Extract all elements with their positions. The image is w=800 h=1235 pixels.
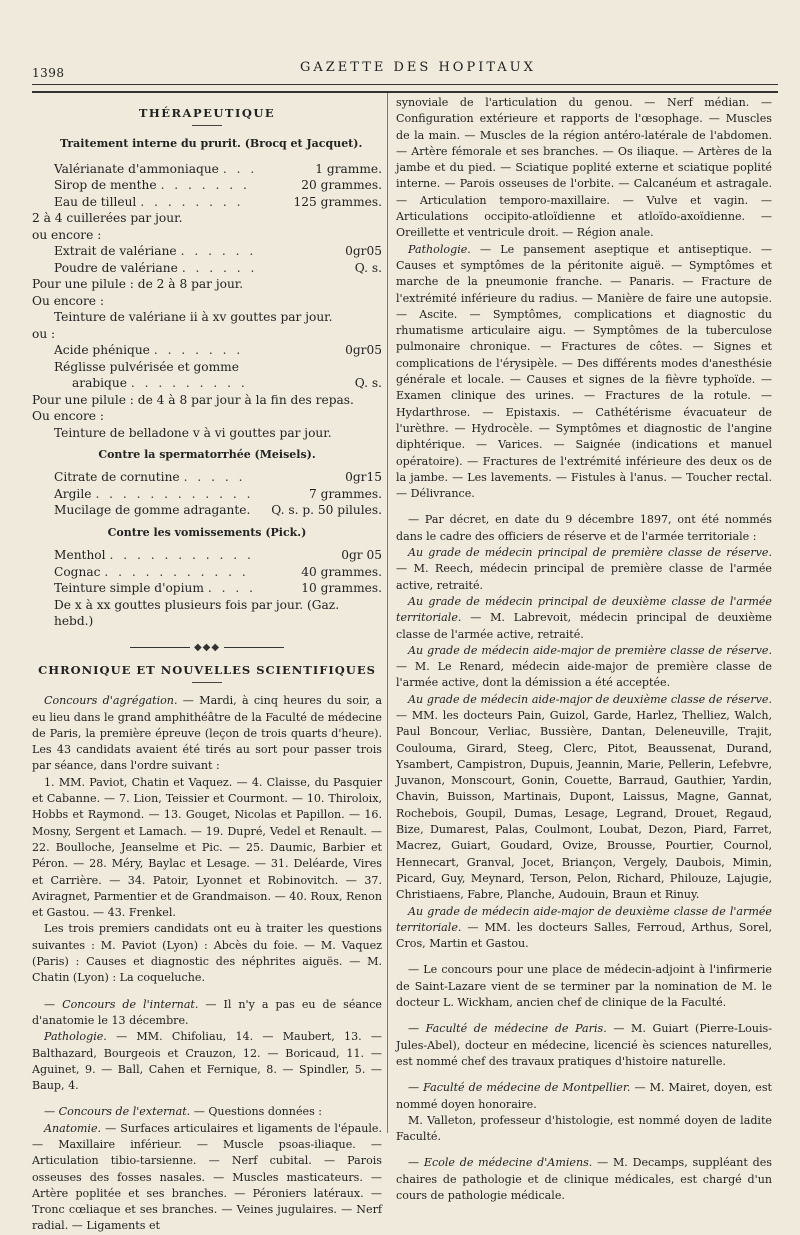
- rx-line: Argile . . . . . . . . . . . . 7 grammes.: [54, 486, 382, 501]
- rx-line: Citrate de cornutine . . . . . 0gr15: [54, 470, 382, 485]
- paragraph: — Le concours pour une place de médecin-adjoint à l'infirmerie de Saint-Lazare vient de se terminer par la nomination de M. le docteur L. Wickham, ancien chef de clinique de la Faculté.: [396, 963, 772, 1010]
- paragraph: — Ecole de médecine d'Amiens. — M. Decamps, suppléant des chaires de pathologie et de clinique médicales, est chargé d'un cours de pathologie médicale.: [396, 1156, 772, 1202]
- paragraph: Concours d'agrégation. — Mardi, à cinq heures du soir, a eu lieu dans le grand amphithéâtre de la Faculté de médecine de Paris, la première épreuve (leçon de trois quarts d'heure). Les 43 candidats avaient été tirés au sort pour passer trois par séance, dans l'ordre suivant :: [32, 694, 383, 773]
- rx-text-line: Teinture de belladone v à vi gouttes par jour.: [54, 425, 332, 440]
- short-rule: [192, 125, 222, 126]
- short-rule: [192, 682, 222, 683]
- paragraph: — Concours de l'internat. — Il n'y a pas eu de séance d'anatomie le 13 décembre.: [32, 997, 382, 1027]
- therapeutique-heading: THÉRAPEUTIQUE: [138, 106, 276, 120]
- paragraph: — Faculté de médecine de Montpellier. — M. Mairet, doyen, est nommé doyen honoraire.: [396, 1081, 772, 1111]
- paragraph: — Par décret, en date du 9 décembre 1897, ont été nommés dans le cadre des officiers de réserve et de l'armée territoriale :: [396, 513, 772, 543]
- paragraph: — Faculté de médecine de Paris. — M. Guiart (Pierre-Louis-Jules-Abel), docteur en médecine, licencié ès sciences naturelles, est nommé chef des travaux pratiques d'histoire naturelle.: [396, 1022, 772, 1068]
- paragraph: Au grade de médecin aide-major de première classe de réserve. — M. Le Renard, médecin aide-major de première classe de l'armée active, dont la démission a été acceptée.: [396, 643, 772, 690]
- paragraph: Pathologie. — Le pansement aseptique et antiseptique. — Causes et symptômes de la péritonite aiguë. — Symptômes et marche de la pneumonie franche. — Panaris. — Fracture de l'extrémité inférieure du radius. — Manière de faire une autopsie. — Ascite. — Symptômes, complications et diagnostic du rhumatisme articulaire aigu. — Symptômes de la tuberculose pulmonaire chronique. — Fractures de côtes. — Signes et complications de l'érysipèle. — Des différents modes d'anesthésie générale et locale. — Causes et signes de la fièvre typhoïde. — Examen clinique des urines. — Fractures de la rotule. — Hydarthrose. — Epistaxis. — Cathétérisme évacuateur de l'urèthre. — Hydrocèle. — Symptômes et diagnostic de l'angine diphtérique. — Varices. — Saignée (indications et manuel opératoire). — Fractures de l'extrémité inférieure des deux os de la jambe. — Les lavements. — Fistules à l'anus. — Toucher rectal. — Délivrance.: [396, 242, 772, 501]
- rx-text-line: Réglisse pulvérisée et gomme: [54, 359, 239, 374]
- ou-encore: Ou encore :: [32, 293, 104, 308]
- paragraph: Pathologie. — MM. Chifoliau, 14. — Maubert, 13. — Balthazard, Bourgeois et Crauzon, 12. — Boricaud, 11. — Aguinet, 9. — Ball, Cahen et Fernique, 8. — Spindler, 5. — Baup, 4.: [32, 1030, 382, 1093]
- paragraph: Les trois premiers candidats ont eu à traiter les questions suivantes : M. Paviot (Lyon) : Abcès du foie. — M. Vaquez (Paris) : Causes et diagnostic des néphrites aiguës. — M. Chatin (Lyon) : La coqueluche.: [32, 922, 382, 985]
- ou: ou :: [32, 326, 56, 341]
- section-ornament: ◆◆◆: [32, 640, 382, 656]
- journal-title: GAZETTE DES HOPITAUX: [300, 60, 536, 75]
- paragraph: 1. MM. Paviot, Chatin et Vaquez. — 4. Claisse, du Pasquier et Cabanne. — 7. Lion, Teissier et Courmont. — 10. Thiroloix, Hobbs et Raymond. — 13. Gouget, Nicolas et Papillon. — 16. Mosny, Sergent et Lamach. — 19. Dupré, Vedel et Renault. — 22. Boulloche, Jeanselme et Pic. — 25. Daumic, Barbier et Péron. — 28. Méry, Baylac et Lesage. — 31. Deléarde, Vires et Carrière. — 34. Patoir, Lyonnet et Robinovitch. — 37. Aviragnet, Parmentier et de Grandmaison. — 40. Roux, Renon et Gastou. — 43. Frenkel.: [32, 775, 382, 920]
- ou-encore: Ou encore :: [32, 409, 104, 424]
- paragraph: Anatomie. — Surfaces articulaires et ligaments de l'épaule. — Maxillaire inférieur. — Muscle psoas-iliaque. — Articulation tibio-tarsienne. — Nerf cubital. — Parois osseuses des fosses nasales. — Muscles masticateurs. — Artère poplitée et ses branches. — Péroniers latéraux. — Tronc cœliaque et ses branches. — Veines jugulaires. — Nerf radial. — Ligaments et: [32, 1121, 382, 1233]
- paragraph: Au grade de médecin aide-major de deuxième classe de l'armée territoriale. — MM. les docteurs Salles, Ferroud, Arthus, Sorel, Cros, Martin et Gastou.: [396, 904, 772, 951]
- paragraph: Au grade de médecin aide-major de deuxième classe de réserve. — MM. les docteurs Pain, Guizol, Garde, Harlez, Thelliez, Walch, Paul Boncour, Verliac, Bussière, Dantan, Deleneuville, Trajit, Coulouma, Girard, Steeg, Clerc, Pitot, Beaussenat, Durand, Ysambert, Campistron, Dupuis, Jeannin, Marie, Pellerin, Lefebvre, Juvanon, Monscourt, Gonin, Couette, Barraud, Gauthier, Yardin, Chavin, Buisson, Martinais, Dupont, Laissus, Magne, Gannat, Rochebois, Goupil, Dumas, Lesage, Legrand, Drouet, Regaud, Bize, Dumarest, Palas, Coulmont, Loubat, Dezon, Piard, Farret, Macrez, Guiart, Goudard, Ovize, Brousse, Pourtier, Cournol, Hennecart, Granval, Jocet, Briançon, Vergely, Daubois, Mimin, Picard, Guy, Meynard, Terson, Pelon, Richard, Philouze, Lajugie, Christiaens, Fabre, Planche, Audouin, Braun et Rinuy.: [396, 692, 772, 902]
- spermatorrhee-heading: Contre la spermatorrhée (Meisels).: [98, 448, 316, 462]
- paragraph: M. Valleton, professeur d'histologie, est nommé doyen de ladite Faculté.: [396, 1113, 772, 1144]
- left-column: [32, 95, 382, 1235]
- vomissements-heading: Contre les vomissements (Pick.): [107, 525, 307, 539]
- paragraph: Au grade de médecin principal de deuxième classe de l'armée territoriale. — M. Labrevoit, médecin principal de deuxième classe de l'armée active, retraité.: [396, 594, 772, 641]
- rx-text-line: Teinture de valériane ii à xv gouttes par jour.: [54, 310, 333, 325]
- column-divider: [387, 93, 388, 1133]
- paragraph: Au grade de médecin principal de première classe de réserve. — M. Reech, médecin principal de première classe de l'armée active, retraité.: [396, 546, 772, 592]
- rx-line: Cognac . . . . . . . . . . . 40 grammes.: [54, 564, 382, 579]
- rx-line: arabique . . . . . . . . . Q. s.: [72, 376, 382, 391]
- rx-line: Teinture simple d'opium . . . . 10 grammes.: [54, 581, 382, 596]
- page-number: 1398: [32, 66, 65, 80]
- rx-line: Sirop de menthe . . . . . . . 20 grammes.: [54, 178, 382, 193]
- header-rule-thick: [32, 91, 778, 93]
- dose-line: 2 à 4 cuillerées par jour.: [32, 211, 183, 226]
- ou-encore: ou encore :: [32, 227, 102, 242]
- prurit-heading: Traitement interne du prurit. (Brocq et Jacquet).: [60, 137, 363, 151]
- right-column: [396, 95, 772, 1204]
- rx-line: Mucilage de gomme adragante. Q. s. p. 50 pilules.: [54, 503, 382, 518]
- paragraph: synoviale de l'articulation du genou. — Nerf médian. — Configuration extérieure et rapports de l'œsophage. — Muscles de la main. — Muscles de la région antéro-latérale de l'abdomen. — Artère fémorale et ses branches. — Os iliaque. — Artères de la jambe et du pied. — Sciatique poplité externe et sciatique poplité interne. — Parois osseuses de l'orbite. — Calcanéum et astragale. — Articulation temporo-maxillaire. — Vulve et vagin. — Articulations occipito-atloïdienne et atloïdo-axoïdienne. — Oreillette et ventricule droit. — Région anale.: [396, 96, 772, 240]
- rx-line: Eau de tilleul . . . . . . . . 125 grammes.: [54, 194, 382, 209]
- header-rule: [32, 84, 778, 85]
- dose-line: De x à xx gouttes plusieurs fois par jour. (Gaz. hebd.): [54, 597, 340, 629]
- rx-line: Acide phénique . . . . . . . 0gr05: [54, 343, 382, 358]
- rx-line: Valérianate d'ammoniaque . . . 1 gramme.: [54, 161, 382, 176]
- dose-line: Pour une pilule : de 2 à 8 par jour.: [32, 277, 244, 292]
- rx-line: Poudre de valériane . . . . . . Q. s.: [54, 260, 382, 275]
- dose-line: Pour une pilule : de 4 à 8 par jour à la fin des repas.: [32, 392, 354, 407]
- rx-line: Extrait de valériane . . . . . . 0gr05: [54, 244, 382, 259]
- chronique-heading: CHRONIQUE ET NOUVELLES SCIENTIFIQUES: [38, 662, 376, 677]
- rx-line: Menthol . . . . . . . . . . . 0gr 05: [54, 548, 382, 563]
- paragraph: — Concours de l'externat. — Questions données :: [44, 1105, 323, 1119]
